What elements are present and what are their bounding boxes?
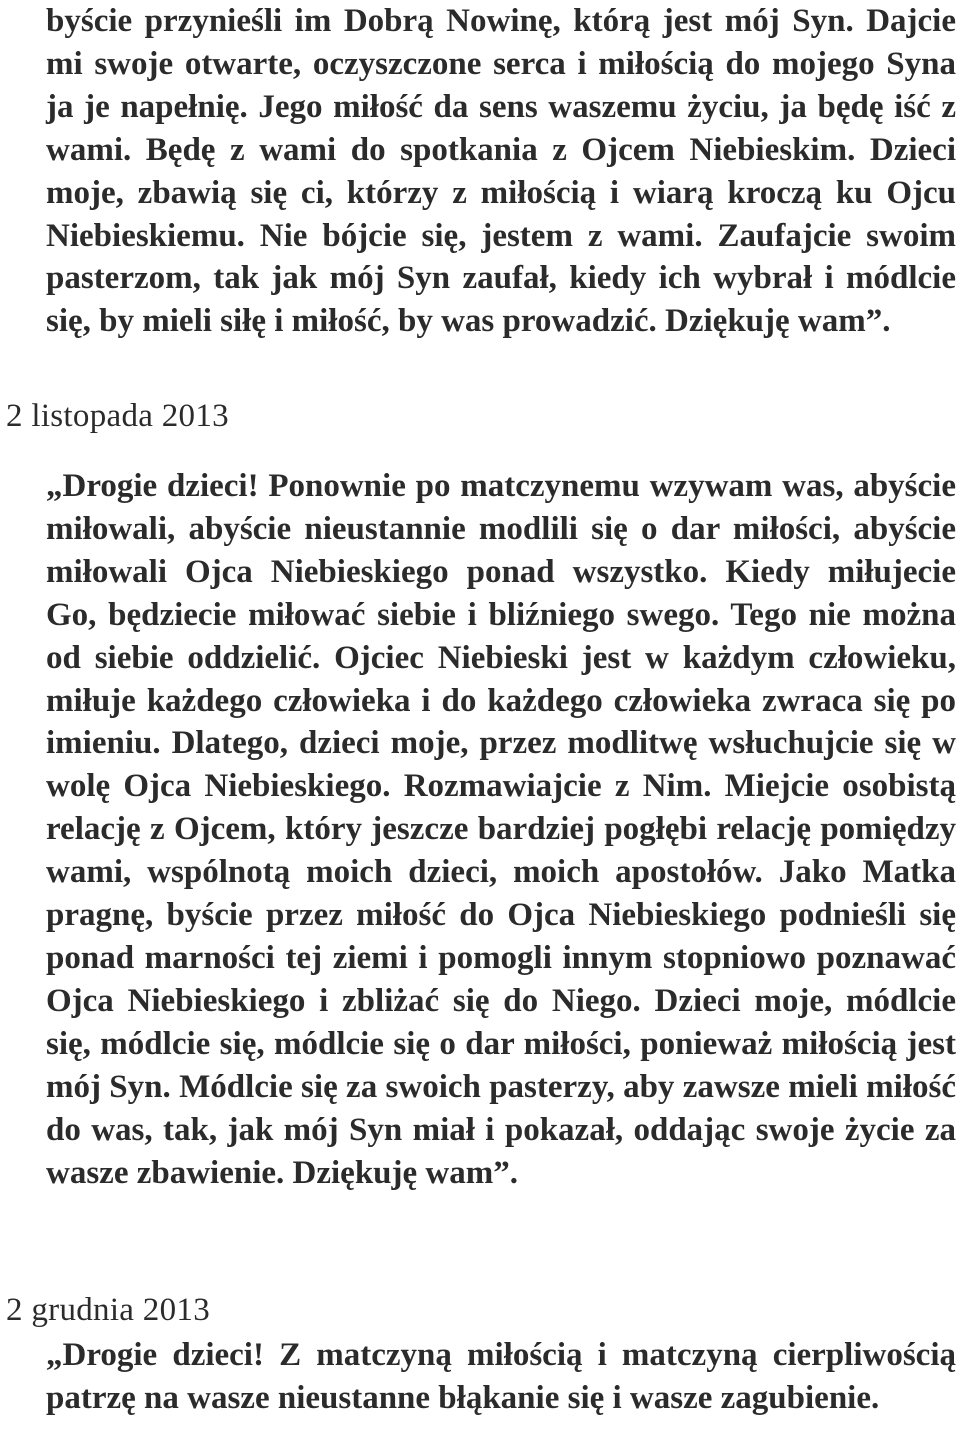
message-paragraph: „Drogie dzieci! Z matczyną miłością i matczyną cierpliwością patrzę na wasze nieustanne błąkanie się i wasze zagubienie. <box>46 1337 956 1416</box>
message-paragraph: „Drogie dzieci! Ponownie po matczynemu wzywam was, abyście miłowali, abyście nieustannie modlili się o dar miłości, abyście miłowali Ojca Niebieskiego ponad wszystko. Kiedy miłujecie Go, będziecie miłować siebie i bliźniego swego. Tego nie można od siebie oddzielić. Ojciec Niebieski jest w każdym człowieku, miłuje każdego człowieka i do każdego człowieka zwraca się po imieniu. Dlatego, dzieci moje, przez modlitwę wsłuchujcie się w wolę Ojca Niebieskiego. Rozmawiajcie z Nim. Miejcie osobistą relację z Ojcem, który jeszcze bardziej pogłębi relację pomiędzy wami, wspólnotą moich dzieci, moich apostołów. Jako Matka pragnę, byście przez miłość do Ojca Niebieskiego podnieśli się ponad marności tej ziemi i pomogli innym stopniowo poznawać Ojca Niebieskiego i zbliżać się do Niego. Dzieci moje, módlcie się, módlcie się, módlcie się o dar miłości, ponieważ miłością jest mój Syn. Módlcie się za swoich pasterzy, aby zawsze mieli miłość do was, tak, jak mój Syn miał i pokazał, oddając swoje życie za wasze zbawienie. Dziękuję wam”. <box>46 468 956 1191</box>
message-paragraph: byście przynieśli im Dobrą Nowinę, którą jest mój Syn. Dajcie mi swoje otwarte, oczyszczone serca i miłością do mojego Syna ja je napełnię. Jego miłość da sens waszemu życiu, ja będę iść z wami. Będę z wami do spotkania z Ojcem Niebieskim. Dzieci moje, zbawią się ci, którzy z miłością i wiarą kroczą ku Ojcu Niebieskiemu. Nie bójcie się, jestem z wami. Zaufajcie swoim pasterzom, tak jak mój Syn zaufał, kiedy ich wybrał i módlcie się, by mieli siłę i miłość, by was prowadzić. Dziękuję wam”. <box>46 3 956 340</box>
message-date: 2 grudnia 2013 <box>6 1292 211 1328</box>
message-date: 2 listopada 2013 <box>6 398 229 434</box>
